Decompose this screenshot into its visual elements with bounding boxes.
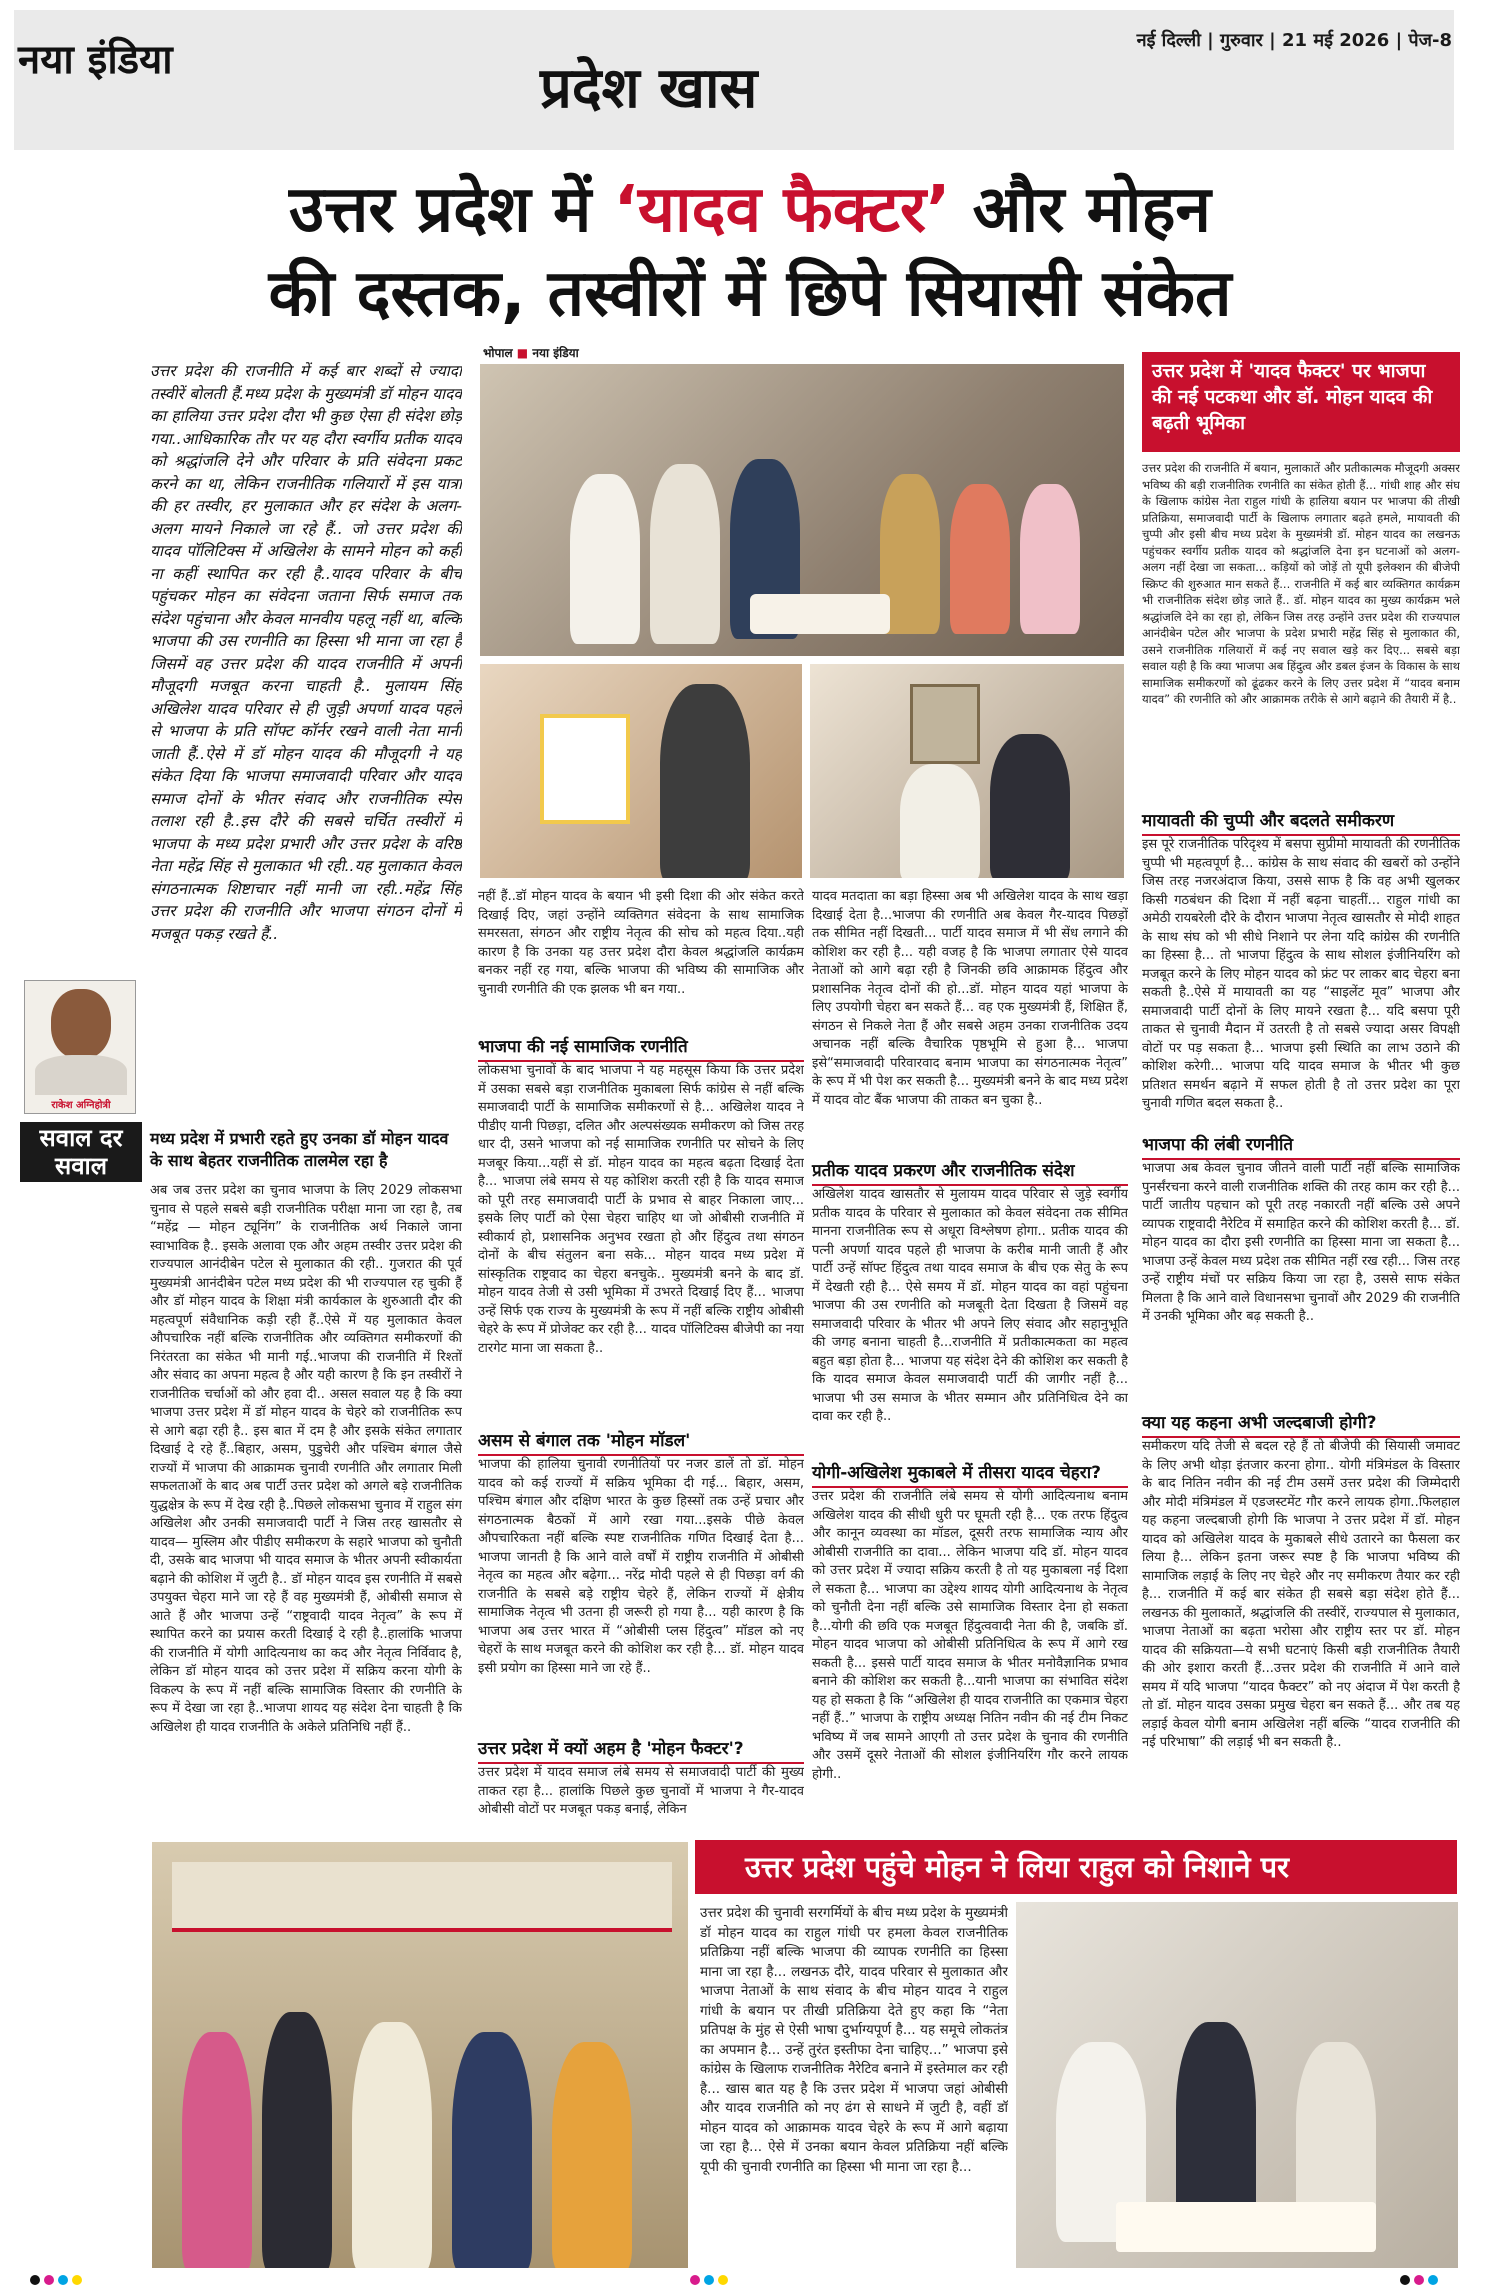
column-d-3: भाजपा अब केवल चुनाव जीतने वाली पार्टी नहीं बल्कि सामाजिक पुनर्संरचना करने वाली राजनीतिक शक्ति की तरह काम कर रही है... पार्टी जातीय पहचान को पूरी तरह नकारती नहीं बल्कि उसे अपने व्यापक राष्ट्रवादी नैरेटिव में समाहित करने की कोशिश करती है... डॉ. मोहन यादव का दौरा इसी रणनीति का हिस्सा माना जा सकता है... भाजपा उन्हें केवल मध्य प्रदेश तक सीमित नहीं रख रही... जिस तरह उन्हें राष्ट्रीय मंचों पर सक्रिय किया जा रहा है, उससे साफ संकेत मिलता है कि आने वाले विधानसभा चुनावों और 2029 की राजनीति में उनकी भूमिका और बढ़ सकती है.. [1142,1161,1460,1324]
registration-mark-yellow [72,2275,82,2285]
newspaper-logo: नया इंडिया [18,37,173,83]
registration-mark-magenta-2 [690,2275,700,2285]
column-d-1: उत्तर प्रदेश की राजनीति में बयान, मुलाकातें और प्रतीकात्मक मौजूदगी अक्सर भविष्य की बड़ी राजनीतिक रणनीति का संकेत होती हैं... गांधी शाह और संघ के खिलाफ कांग्रेस नेता राहुल गांधी के हालिया बयान पर भाजपा की तीखी प्रतिक्रिया, समाजवादी पार्टी के खिलाफ लगातार बढ़ते हमले, मायावती की चुप्पी और इसी बीच मध्य प्रदेश के मुख्यमंत्री डॉ. मोहन यादव का लखनऊ पहुंचकर स्वर्गीय प्रतीक यादव को श्रद्धांजलि देना इन घटनाओं को अलग-अलग नहीं देखा जा सकता... कड़ियों को जोड़ें तो यूपी इलेक्शन की बीजेपी स्क्रिप्ट की शुरुआत मान सकते हैं... राजनीति में कई बार व्यक्तिगत कार्यक्रम भी राजनीतिक संदेश छोड़ जाते हैं.. डॉ. मोहन यादव का मुख्य कार्यक्रम भले श्रद्धांजलि देने का रहा हो, लेकिन जिस तरह उन्होंने उत्तर प्रदेश की राज्यपाल आनंदीबेन पटेल और भाजपा के प्रदेश प्रभारी महेंद्र सिंह से मुलाकात की, उसने राजनीतिक गलियारों में कई नए सवाल खड़े कर दिए... सबसे बड़ा सवाल यही है कि क्या भाजपा अब हिंदुत्व और डबल इंजन के विकास के साथ सामाजिक समीकरणों को ढूंढकर करने के लिए उत्तर प्रदेश में “यादव बनाम यादव” की रणनीति को और आक्रामक तरीके से आगे बढ़ाने की तैयारी में है.. [1142,461,1460,706]
headline-part1: उत्तर प्रदेश में [289,173,614,247]
registration-mark-cyan [58,2275,68,2285]
byline-place: भोपाल [483,346,513,360]
column-d-4: समीकरण यदि तेजी से बदल रहे हैं तो बीजेपी की सियासी जमावट के लिए अभी थोड़ा इंतजार करना होगा.. योगी मंत्रिमंडल के विस्तार के बाद नितिन नवीन की नई टीम उसमें उत्तर प्रदेश की जिम्मेदारी और मोदी मंत्रिमंडल में एडजस्टमेंट गौर करने लायक होगा..फिलहाल यह कहना जल्दबाजी होगी कि भाजपा ने उत्तर प्रदेश में डॉ. मोहन यादव को अखिलेश यादव के मुकाबले सीधे उतारने का फैसला कर लिया है... लेकिन इतना जरूर स्पष्ट है कि भाजपा भविष्य की सामाजिक लड़ाई के लिए नए चेहरे और नए समीकरण तैयार कर रही है... राजनीति में कई बार संकेत ही सबसे बड़ा संदेश होते हैं... लखनऊ की मुलाकातें, श्रद्धांजलि की तस्वीरें, राज्यपाल से मुलाकात, भाजपा नेताओं का बढ़ता भरोसा और राष्ट्रीय स्तर पर डॉ. मोहन यादव की सक्रियता—ये सभी घटनाएं किसी बड़ी राजनीतिक तैयारी की ओर इशारा करती हैं...उत्तर प्रदेश की राजनीति में आने वाले समय में यदि भाजपा “यादव फैक्टर” को नए अंदाज में पेश करती है तो डॉ. मोहन यादव उसका प्रमुख चेहरा बन सकते हैं... और तब यह लड़ाई केवल योगी बनाम अखिलेश नहीं बल्कि “यादव राजनीति की नई परिभाषा” की लड़ाई भी बन सकती है.. [1142,1439,1460,1750]
bottom-text: उत्तर प्रदेश की चुनावी सरगर्मियों के बीच मध्य प्रदेश के मुख्यमंत्री डॉ मोहन यादव का राहुल गांधी पर हमला केवल राजनीतिक प्रतिक्रिया नहीं बल्कि भाजपा की व्यापक रणनीति का हिस्सा माना जा रहा है... लखनऊ दौरे, यादव परिवार से मुलाकात और भाजपा नेताओं के साथ संवाद के बीच मोहन यादव ने राहुल गांधी के बयान पर तीखी प्रतिक्रिया देते हुए कहा कि “नेता प्रतिपक्ष के मुंह से ऐसी भाषा दुर्भाग्यपूर्ण है... यह समूचे लोकतंत्र का अपमान है... उन्हें तुरंत इस्तीफा देना चाहिए...” भाजपा इसे कांग्रेस के खिलाफ राजनीतिक नैरेटिव बनाने में इस्तेमाल कर रही है... खास बात यह है कि उत्तर प्रदेश में भाजपा जहां ओबीसी और यादव राजनीति को नए ढंग से साधने में जुटी है, वहीं डॉ मोहन यादव को आक्रामक यादव चेहरे के रूप में आगे बढ़ाया जा रहा है... ऐसे में उनका बयान केवल प्रतिक्रिया नहीं बल्कि यूपी की चुनावी रणनीति का हिस्सा भी माना जा रहा है... [700,1905,1008,2175]
registration-mark-cyan-3 [1428,2275,1438,2285]
photo-tribute [478,662,804,880]
author-photo [24,980,136,1114]
byline: भोपाल ■ नया इंडिया [483,346,579,360]
byline-paper: नया इंडिया [532,346,579,360]
subhead-b3: उत्तर प्रदेश में क्यों अहम है 'मोहन फैक्टर'? [478,1736,804,1764]
headline-line2: की दस्तक, तस्वीरों में छिपे सियासी संकेत [268,257,1232,331]
bottom-headline: उत्तर प्रदेश पहुंचे मोहन ने लिया राहुल को निशाने पर [695,1840,1457,1894]
author-shirt-icon [35,1055,127,1095]
registration-mark-magenta-3 [1414,2275,1424,2285]
column-c-3: उत्तर प्रदेश की राजनीति लंबे समय से योगी आदित्यनाथ बनाम अखिलेश यादव की सीधी धुरी पर घूमती रही है... एक तरफ हिंदुत्व और कानून व्यवस्था का मॉडल, दूसरी तरफ सामाजिक न्याय और ओबीसी राजनीति का दावा... लेकिन भाजपा यदि डॉ. मोहन यादव को उत्तर प्रदेश में ज्यादा सक्रिय करती है तो यह मुकाबला नई दिशा ले सकता है... भाजपा का उद्देश्य शायद योगी आदित्यनाथ के नेतृत्व को चुनौती देना नहीं बल्कि उसे सामाजिक विस्तार देना हो सकता है...योगी की छवि एक मजबूत हिंदुत्ववादी नेता की है, जबकि डॉ. मोहन यादव भाजपा को ओबीसी प्रतिनिधित्व के रूप में आगे रख सकती है... इससे पार्टी यादव समाज के भीतर मनोवैज्ञानिक प्रभाव बनाने की कोशिश कर सकती है...यानी भाजपा का संभावित संदेश यह हो सकता है कि “अखिलेश ही यादव राजनीति का एकमात्र चेहरा नहीं हैं..” भाजपा के राष्ट्रीय अध्यक्ष नितिन नवीन की नई टीम निकट भविष्य में जब सामने आएगी तो उत्तर प्रदेश के चुनाव की रणनीति और उसमें दूसरे नेताओं की सोशल इंजीनियरिंग गौर करने लायक होगी.. [812,1489,1128,1782]
column-b-3: भाजपा की हालिया चुनावी रणनीतियों पर नजर डालें तो डॉ. मोहन यादव को कई राज्यों में सक्रिय भूमिका दी गई... बिहार, असम, पश्चिम बंगाल और दक्षिण भारत के कुछ हिस्सों तक उन्हें प्रचार और संगठनात्मक बैठकों में आगे रखा गया...इसके पीछे केवल औपचारिकता नहीं बल्कि स्पष्ट राजनीतिक गणित दिखाई देता है... भाजपा जानती है कि आने वाले वर्षों में राष्ट्रीय राजनीति में ओबीसी नेतृत्व का महत्व और बढ़ेगा... नरेंद्र मोदी पहले से ही पिछड़ा वर्ग की राजनीति के सबसे बड़े राष्ट्रीय चेहरे हैं, लेकिन राज्यों में क्षेत्रीय सामाजिक नेतृत्व भी उतना ही जरूरी हो गया है... यही कारण है कि भाजपा अब उत्तर भारत में “ओबीसी प्लस हिंदुत्व” मॉडल को नए चेहरों के साथ मजबूत करने की कोशिश कर रही है... डॉ. मोहन यादव इसी प्रयोग का हिस्सा माने जा रहे हैं.. [478,1457,804,1676]
column-d-2: इस पूरे राजनीतिक परिदृश्य में बसपा सुप्रीमो मायावती की रणनीतिक चुप्पी भी महत्वपूर्ण है... कांग्रेस के साथ संवाद की खबरों को उन्होंने जिस तरह नजरअंदाज किया, उससे साफ है कि वह अभी खुलकर किसी गठबंधन की दिशा में नहीं बढ़ना चाहतीं... राहुल गांधी का अमेठी रायबरेली दौरे के दौरान भाजपा नेतृत्व खासतौर से मोदी शाहत के साथ संघ को भी सीधे निशाने पर लेना यदि कांग्रेस की रणनीति का हिस्सा है... तो भाजपा हिंदुत्व के साथ सोशल इंजीनियरिंग को मजबूत करने के लिए मोहन यादव को फ्रंट पर लाकर बाद चेहरा बना सकती है..ऐसे में मायावती का यह “साइलेंट मूव” भाजपा और समाजवादी पार्टी दोनों के लिए मायने रखता है... यदि बसपा पूरी ताकत से चुनावी मैदान में उतरती है तो सबसे ज्यादा असर विपक्षी वोटों पर पड़ सकता है... भाजपा इसी स्थिति का लाभ उठाने की कोशिश करेगी... भाजपा यदि यादव समाज के भीतर भी कुछ प्रतिशत समर्थन बढ़ाने में सफल होती है तो उत्तर प्रदेश का पूरा चुनावी गणित बदल सकता है.. [1142,837,1460,1111]
saval-box: सवाल दर सवाल [20,1122,142,1182]
registration-mark-yellow-2 [718,2275,728,2285]
column-c-1: यादव मतदाता का बड़ा हिस्सा अब भी अखिलेश यादव के साथ खड़ा दिखाई देता है...भाजपा की रणनीति अब केवल गैर-यादव पिछड़ों तक सीमित नहीं दिखती... पार्टी यादव समाज में भी सेंध लगाने की कोशिश कर रही है... यही वजह है कि भाजपा लगातार ऐसे यादव नेताओं को आगे बढ़ा रही है जिनकी छवि आक्रामक हिंदुत्व और प्रशासनिक नेतृत्व दोनों की हो...डॉ. मोहन यादव यहां भाजपा के लिए उपयोगी चेहरा बन सकते हैं... वह एक मुख्यमंत्री हैं, शिक्षित हैं, संगठन से निकले नेता हैं और सबसे अहम उनका राजनीतिक उदय अचानक नहीं बल्कि वैचारिक पृष्ठभूमि से हुआ है... भाजपा इसे“समाजवादी परिवारवाद बनाम भाजपा का संगठनात्मक नेतृत्व” के रूप में भी पेश कर सकती है... मुख्यमंत्री बनने के बाद मध्य प्रदेश में यादव वोट बैंक भाजपा की ताकत बन चुका है.. [812,889,1128,1108]
column-b-2: लोकसभा चुनावों के बाद भाजपा ने यह महसूस किया कि उत्तर प्रदेश में उसका सबसे बड़ा राजनीतिक मुकाबला सिर्फ कांग्रेस से नहीं बल्कि समाजवादी पार्टी के सामाजिक समीकरणों से है... अखिलेश यादव ने पीडीए यानी पिछड़ा, दलित और अल्पसंख्यक समीकरण को जिस तरह धार दी, उसने भाजपा को नई सामाजिक रणनीति पर सोचने के लिए मजबूर किया...यहीं से डॉ. मोहन यादव का महत्व बढ़ता दिखाई देता है... भाजपा लंबे समय से यह कोशिश करती रही है कि यादव समाज को पूरी तरह समाजवादी पार्टी के प्रभाव से बाहर निकाला जाए... इसके लिए पार्टी को ऐसा चेहरा चाहिए था जो ओबीसी राजनीति में स्वीकार्य हो, प्रशासनिक अनुभव रखता हो और हिंदुत्व तथा संगठन दोनों के बीच संतुलन बना सके... मोहन यादव मध्य प्रदेश में सांस्कृतिक राष्ट्रवाद का चेहरा बनचुके.. मुख्यमंत्री बनने के बाद डॉ. मोहन यादव तेजी से उसी भूमिका में उभरते दिखाई दिए हैं... भाजपा उन्हें सिर्फ एक राज्य के मुख्यमंत्री के रूप में नहीं बल्कि राष्ट्रीय ओबीसी चेहरे के रूप में प्रोजेक्ट कर रही है... यादव पॉलिटिक्स बीजेपी का नया टारगेट माना जा सकता है.. [478,1063,804,1356]
intro-text: उत्तर प्रदेश की राजनीति में कई बार शब्दों से ज्यादा तस्वीरें बोलती हैं.मध्य प्रदेश के मुख्यमंत्री डॉ मोहन यादव का हालिया उत्तर प्रदेश दौरा भी कुछ ऐसा ही संदेश छोड़ गया..आधिकारिक तौर पर यह दौरा स्वर्गीय प्रतीक यादव को श्रद्धांजलि देने और परिवार के प्रति संवेदना प्रकट करने का था, लेकिन राजनीतिक गलियारों में इस यात्रा की हर तस्वीर, हर मुलाकात और हर संदेश के अलग-अलग मायने निकाले जा रहे हैं.. जो उत्तर प्रदेश की यादव पॉलिटिक्स में अखिलेश के सामने मोहन को कहीं ना कहीं स्थापित कर रही है..यादव परिवार के बीच पहुंचकर मोहन का संवेदना जताना सिर्फ समाज तक संदेश पहुंचाना और केवल मानवीय पहलू नहीं था, बल्कि भाजपा की उस रणनीति का हिस्सा भी माना जा रहा है जिसमें वह उत्तर प्रदेश की यादव राजनीति में अपनी मौजूदगी मजबूत करना चाहती है.. मुलायम सिंह अखिलेश यादव परिवार से ही जुड़ी अपर्णा यादव पहले से भाजपा के प्रति सॉफ्ट कॉर्नर रखने वाली नेता मानी जाती हैं..ऐसे में डॉ मोहन यादव की मौजूदगी ने यह संकेत दिया कि भाजपा समाजवादी परिवार और यादव समाज दोनों के भीतर संवाद और राजनीतिक स्पेस तलाश रही है..इस दौरे की सबसे चर्चित तस्वीरों में भाजपा के मध्य प्रदेश प्रभारी और उत्तर प्रदेश के वरिष्ठ नेता महेंद्र सिंह से मुलाकात भी रही..यह मुलाकात केवल संगठनात्मक शिष्टाचार नहीं मानी जा रही..महेंद्र सिंह उत्तर प्रदेश की राजनीति और भाजपा संगठन दोनों में मजबूत पकड़ रखते हैं.. [150,362,462,943]
dateline: नई दिल्ली | गुरुवार | 21 मई 2026 | पेज-8 [1136,30,1452,51]
photo-meeting [478,362,1126,658]
column-b-4: उत्तर प्रदेश में यादव समाज लंबे समय से समाजवादी पार्टी की मुख्य ताकत रहा है... हालांकि पिछले कुछ चुनावों में भाजपा ने गैर-यादव ओबीसी वोटों पर मजबूत पकड़ बनाई, लेकिन [478,1765,804,1817]
main-headline [60,168,1440,336]
column-b-1: नहीं हैं..डॉ मोहन यादव के बयान भी इसी दिशा की ओर संकेत करते दिखाई दिए, जहां उन्होंने व्यक्तिगत संवेदना के साथ सामाजिक समरसता, संगठन और राष्ट्रीय नेतृत्व की सोच को महत्व दिया..यही कारण है कि उनका यह उत्तर प्रदेश दौरा केवल श्रद्धांजलि कार्यक्रम बनकर नहीं रह गया, बल्कि भाजपा की भविष्य की सामाजिक और चुनावी रणनीति की एक झलक भी बन गया.. [478,889,804,997]
registration-mark-black-2 [1400,2275,1410,2285]
registration-mark-black [30,2275,40,2285]
headline-part2: और मोहन [950,173,1211,247]
author-face-icon [51,989,111,1059]
photo-governor [808,662,1126,880]
photo-family-group [150,1840,690,2270]
column-c-2: अखिलेश यादव खासतौर से मुलायम यादव परिवार से जुड़े स्वर्गीय प्रतीक यादव के परिवार से मुलाकात को केवल संवेदना तक सीमित मानना राजनीतिक रूप से अधूरा विश्लेषण होगा.. प्रतीक यादव की पत्नी अपर्णा यादव पहले ही भाजपा के करीब मानी जाती हैं और पार्टी उन्हें सॉफ्ट हिंदुत्व तथा यादव समाज के बीच एक सेतु के रूप में देखती रही है... ऐसे समय में डॉ. मोहन यादव का वहां पहुंचना भाजपा की उस रणनीति को मजबूती देता दिखता है जिसमें वह समाजवादी परिवार के भीतर भी अपने लिए संवाद और सहानुभूति की जगह बनाना चाहती है...राजनीति में प्रतीकात्मकता का महत्व बहुत बड़ा होता है... भाजपा यह संदेश देने की कोशिश कर सकती है कि यादव समाज केवल समाजवादी पार्टी की जागीर नहीं है... भाजपा भी उस समाज के भीतर सम्मान और प्रतिनिधित्व देने का दावा कर रही है.. [812,1187,1128,1424]
registration-mark-magenta [44,2275,54,2285]
photo-condolence [1014,1900,1460,2270]
author-name: राकेश अग्निहोत्री [51,1100,111,1111]
subhead-d1: मायावती की चुप्पी और बदलते समीकरण [1142,808,1460,836]
column-a: अब जब उत्तर प्रदेश का चुनाव भाजपा के लिए 2029 लोकसभा चुनाव से पहले सबसे बड़ी राजनीतिक परीक्षा माना जा रहा है, तब “महेंद्र — मोहन ट्यूनिंग” के राजनीतिक अर्थ निकाले जाना स्वाभाविक है.. इसके अलावा एक और अहम तस्वीर उत्तर प्रदेश की राज्यपाल आनंदीबेन पटेल से मुलाकात की रही.. गुजरात की पूर्व मुख्यमंत्री आनंदीबेन पटेल मध्य प्रदेश की भी राज्यपाल रह चुकी हैं और डॉ मोहन यादव के शिक्षा मंत्री कार्यकाल के शुरुआती दौर की महत्वपूर्ण संवैधानिक कड़ी रही हैं..ऐसे में यह मुलाकात केवल औपचारिक नहीं बल्कि राजनीतिक और व्यक्तिगत समीकरणों की निरंतरता का संकेत भी मानी गई..भाजपा की राजनीति में रिश्तों और संवाद का अपना महत्व है और यही कारण है कि इन तस्वीरों ने राजनीतिक चर्चाओं को और हवा दी.. असल सवाल यह है कि क्या भाजपा उत्तर प्रदेश में डॉ मोहन यादव के चेहरे को राजनीतिक रूप से आगे बढ़ा रही है.. इस बात में दम है और इसके संकेत लगातार दिखाई दे रहे हैं..बिहार, असम, पुडुचेरी और पश्चिम बंगाल जैसे राज्यों में भाजपा की आक्रामक चुनावी रणनीति और लगातार मिली सफलताओं के बाद अब पार्टी उत्तर प्रदेश को अगले बड़े राजनीतिक युद्धक्षेत्र के रूप में देख रही है..पिछले लोकसभा चुनाव में राहुल संग अखिलेश और उनकी समाजवादी पार्टी ने जिस तरह खासतौर से यादव— मुस्लिम और पीडीए समीकरण के सहारे भाजपा को चुनौती दी, उसके बाद भाजपा भी यादव समाज के भीतर अपनी स्वीकार्यता बढ़ाने की कोशिश में जुटी है.. डॉ मोहन यादव इस रणनीति में सबसे उपयुक्त चेहरा माने जा रहे हैं वह मुख्यमंत्री हैं, ओबीसी समाज से आते हैं और भाजपा उन्हें “राष्ट्रवादी यादव नेतृत्व” के रूप में स्थापित करने का प्रयास करती दिखाई दे रही है..हालांकि भाजपा की राजनीति में योगी आदित्यनाथ का कद और नेतृत्व निर्विवाद है, लेकिन डॉ मोहन यादव को उत्तर प्रदेश में सक्रिय करना योगी के विकल्प के रूप में नहीं बल्कि सामाजिक विस्तार की रणनीति के रूप में देखा जा रहा है..भाजपा शायद यह संदेश देना चाहती है कि अखिलेश ही यादव राजनीति के अकेले प्रतिनिधि नहीं हैं.. [150,1183,462,1735]
subhead-d2: भाजपा की लंबी रणनीति [1142,1132,1460,1160]
subhead-c2: योगी-अखिलेश मुकाबले में तीसरा यादव चेहरा? [812,1460,1128,1488]
section-title: प्रदेश खास [540,56,758,121]
saval-question: मध्य प्रदेश में प्रभारी रहते हुए उनका डॉ मोहन यादव के साथ बेहतर राजनीतिक तालमेल रहा है [150,1129,449,1170]
subhead-b2: असम से बंगाल तक 'मोहन मॉडल' [478,1428,804,1456]
subhead-b1: भाजपा की नई सामाजिक रणनीति [478,1034,804,1062]
headline-highlight: ‘यादव फैक्टर’ [613,173,951,247]
subhead-d3: क्या यह कहना अभी जल्दबाजी होगी? [1142,1410,1460,1438]
red-summary-box: उत्तर प्रदेश में 'यादव फैक्टर' पर भाजपा की नई पटकथा और डॉ. मोहन यादव की बढ़ती भूमिका [1142,352,1460,452]
subhead-c1: प्रतीक यादव प्रकरण और राजनीतिक संदेश [812,1158,1128,1186]
registration-mark-cyan-2 [704,2275,714,2285]
